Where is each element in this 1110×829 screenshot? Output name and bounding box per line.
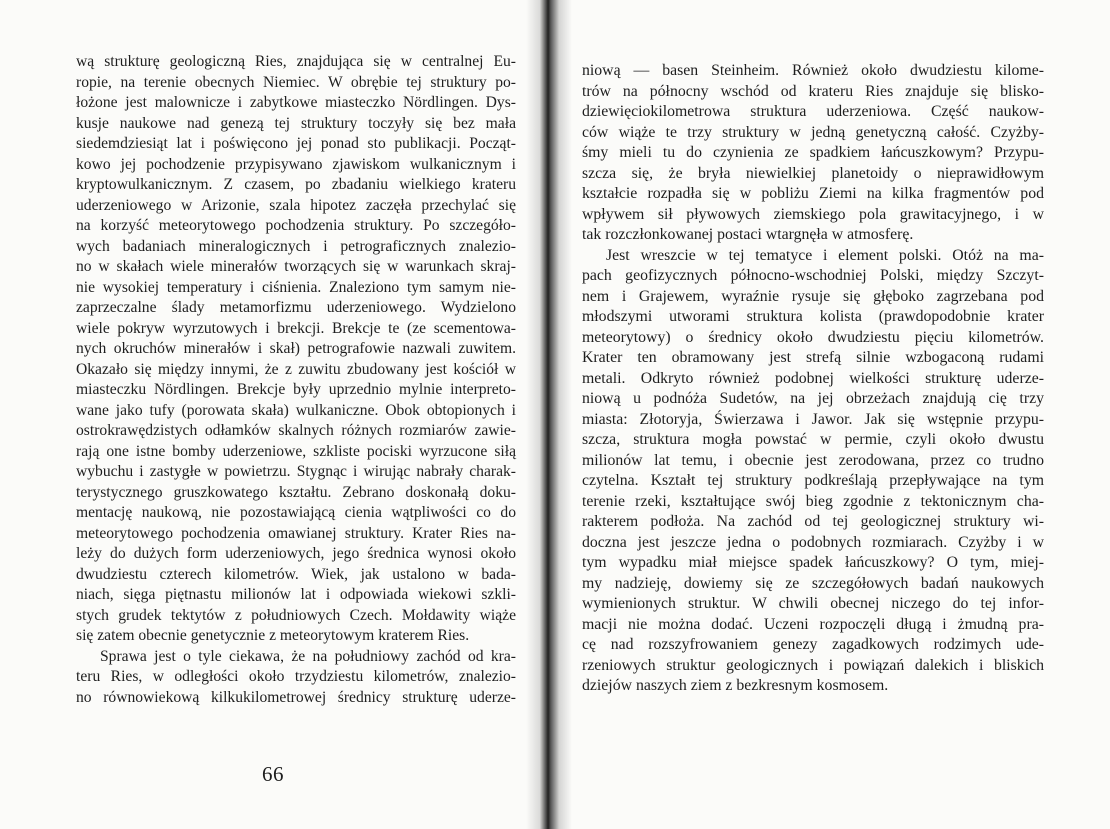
text-line: dziewięciokilometrowa struktura uderzeniowa. Część naukow- — [582, 103, 1044, 120]
left-page-text-column — [76, 52, 516, 708]
text-line: rzeniowych struktur geologicznych i powiązań dalekich i bliskich — [582, 656, 1044, 674]
text-line: nem i Grajewem, wyraźnie rysuje się głęboko zagrzebana pod — [582, 287, 1044, 305]
text-line: no w skałach wiele minerałów tworzących się w warunkach skraj- — [76, 258, 516, 275]
text-line: milionów lat temu, i obecnie jest zerodowana, przez co trudno — [582, 451, 1044, 469]
text-line: cę nad rozszyfrowaniem genezy zagadkowych rodzimych ude- — [582, 636, 1044, 653]
text-line: teru Ries, w odległości około trzydziestu kilometrów, znalezio- — [76, 668, 516, 685]
text-line: szcza się, że bryła niewielkiej planetoidy o nieprawidłowym — [582, 164, 1044, 182]
text-line: terystycznego gruszkowatego kształtu. Zebrano doskonałą doku- — [76, 483, 516, 501]
text-line: Krater ten obramowany jest strefą silnie wzbogaconą rudami — [582, 349, 1044, 366]
text-line: kowo jej pochodzenie przypisywano zjawiskom wulkanicznym i — [76, 155, 516, 173]
paragraph-first-line: Sprawa jest o tyle ciekawa, że na południowy zachód od kra- — [100, 647, 516, 665]
text-line: niową u podnóża Sudetów, na jej obrzeżach znajdują cię trzy — [582, 390, 1044, 407]
text-line: wą strukturę geologiczną Ries, znajdująca się w centralnej Eu- — [76, 53, 516, 70]
text-line: rakterem podłoża. Na zachód od tej geologicznej struktury wi- — [582, 513, 1044, 530]
text-line: siedemdziesiąt lat i poświęcono jej ponad sto publikacji. Począt- — [76, 135, 516, 152]
text-line: Okazało się między innymi, że z zuwitu zbudowany jest kościół w — [76, 360, 516, 378]
text-line: no równowiekową kilkukilometrowej średnicy strukturę uderze- — [76, 688, 516, 706]
text-line: uderzeniowego w Arizonie, szala hipotez zaczęła przechylać się — [76, 196, 516, 214]
left-page — [0, 0, 548, 829]
text-line: macji nie można dodać. Uczeni rozpoczęli długą i żmudną pra- — [582, 615, 1044, 633]
text-line: ropie, na terenie obecnych Niemiec. W obrębie tej struktury po- — [76, 73, 516, 91]
text-line: miasta: Złotoryja, Świerzawa i Jawor. Jak się wstępnie przypu- — [582, 410, 1044, 428]
text-line: kształcie rozpadła się w pobliżu Ziemi na kilka fragmentów pod — [582, 185, 1044, 202]
text-line: zaprzeczalne ślady metamorfizmu uderzeniowego. Wydzielono — [76, 299, 516, 316]
paragraph-last-line: tak rozczłonkowanej postaci wtargnęła w atmosferę. — [582, 226, 914, 243]
text-line: szcza, struktura mogła powstać w permie, czyli około dwustu — [582, 431, 1044, 448]
text-line: rają one istne bomby uderzeniowe, szkliste pociski wyrzucone siłą — [76, 442, 516, 460]
text-line: wych badaniach mineralogicznych i petrograficznych znalezio- — [76, 237, 516, 255]
text-line: nie wysokiej temperatury i ciśnienia. Znaleziono tym samym nie- — [76, 278, 516, 296]
paragraph-last-line: się zatem obecnie genetycznie z meteorytowym kraterem Ries. — [76, 627, 470, 644]
text-line: doczna jest jeszcze jedna o podobnych rozmiarach. Czyżby i w — [582, 533, 1044, 551]
text-line: tym wypadku miał miejsce spadek łańcuszkowy? O tym, miej- — [582, 554, 1044, 571]
right-page — [548, 0, 1110, 829]
text-line: wymienionych struktur. W chwili obecnej niczego do tej infor- — [582, 595, 1044, 612]
text-line: ców wiąże te trzy struktury w jedną genetyczną całość. Czyżby- — [582, 123, 1044, 141]
text-line: nych okruchów minerałów i skał) petrografowie nazwali zuwitem. — [76, 340, 516, 357]
text-line: mentację naukową, nie pozostawiającą cienia wątpliwości co do — [76, 504, 516, 521]
text-line: ostrokrawędzistych odłamków skalnych różnych rozmiarów zawie- — [76, 422, 516, 439]
text-line: kusje naukowe nad genezą tej struktury toczyły się bez mała — [76, 114, 516, 132]
text-line: wiele pokryw wyrzutowych i brekcji. Brekcje te (ze scementowa- — [76, 319, 516, 337]
right-page-text-column — [582, 61, 1044, 697]
text-line: czytelna. Kształt tej struktury podkreślają przepływające na tym — [582, 472, 1044, 489]
text-line: niową — basen Steinheim. Również około dwudziestu kilome- — [582, 62, 1044, 79]
text-line: wybuchu i zastygłe w powietrzu. Stygnąc i wirując nabrały charak- — [76, 463, 516, 480]
text-line: niach, sięga piętnastu milionów lat i odpowiada wiekowi szkli- — [76, 586, 516, 603]
text-line: dwudziestu czterech kilometrów. Wiek, jak ustalono w bada- — [76, 565, 516, 583]
text-line: meteorytowego pochodzenia omawianej struktury. Krater Ries na- — [76, 524, 516, 542]
text-line: my nadzieję, dowiemy się ze szczegółowych badań naukowych — [582, 574, 1044, 592]
text-line: leży do dużych form uderzeniowych, jego średnica wynosi około — [76, 545, 516, 562]
text-line: łożone jest malownicze i zabytkowe miasteczko Nördlingen. Dys- — [76, 94, 516, 111]
text-line: kryptowulkanicznym. Z czasem, po zbadaniu wielkiego krateru — [76, 176, 516, 193]
text-line: meteorytowy) o średnicy około dwudziestu pięciu kilometrów. — [582, 328, 1044, 346]
text-line: miasteczku Nördlingen. Brekcje były uprzednio mylnie interpreto- — [76, 381, 516, 398]
page-number: 66 — [262, 762, 284, 786]
text-line: wpływem sił pływowych ziemskiego pola grawitacyjnego, i w — [582, 205, 1044, 223]
book-spine-shadow — [526, 0, 572, 829]
text-line: terenie rzeki, kształtujące swój bieg zgodnie z tektonicznym cha- — [582, 492, 1044, 510]
text-line: młodszymi utworami struktura kolista (prawdopodobnie krater — [582, 308, 1044, 325]
text-line: śmy mieli tu do czynienia ze spadkiem łańcuszkowym? Przypu- — [582, 144, 1044, 161]
text-line: metali. Odkryto również podobnej wielkości strukturę uderze- — [582, 369, 1044, 387]
paragraph-last-line: dziejów naszych ziem z bezkresnym kosmosem. — [582, 677, 889, 694]
text-line: trów na północny wschód od krateru Ries znajduje się blisko- — [582, 82, 1044, 100]
text-line: stych grudek tektytów z południowych Czech. Mołdawity wiąże — [76, 606, 516, 624]
paragraph-first-line: Jest wreszcie w tej tematyce i element polski. Otóż na ma- — [606, 246, 1044, 264]
text-line: pach geofizycznych północno-wschodniej Polski, między Szczyt- — [582, 267, 1044, 284]
text-line: na korzyść meteorytowego pochodzenia struktury. Po szczegóło- — [76, 217, 516, 234]
text-line: wane jako tufy (porowata skała) wulkaniczne. Obok obtopionych i — [76, 401, 516, 419]
